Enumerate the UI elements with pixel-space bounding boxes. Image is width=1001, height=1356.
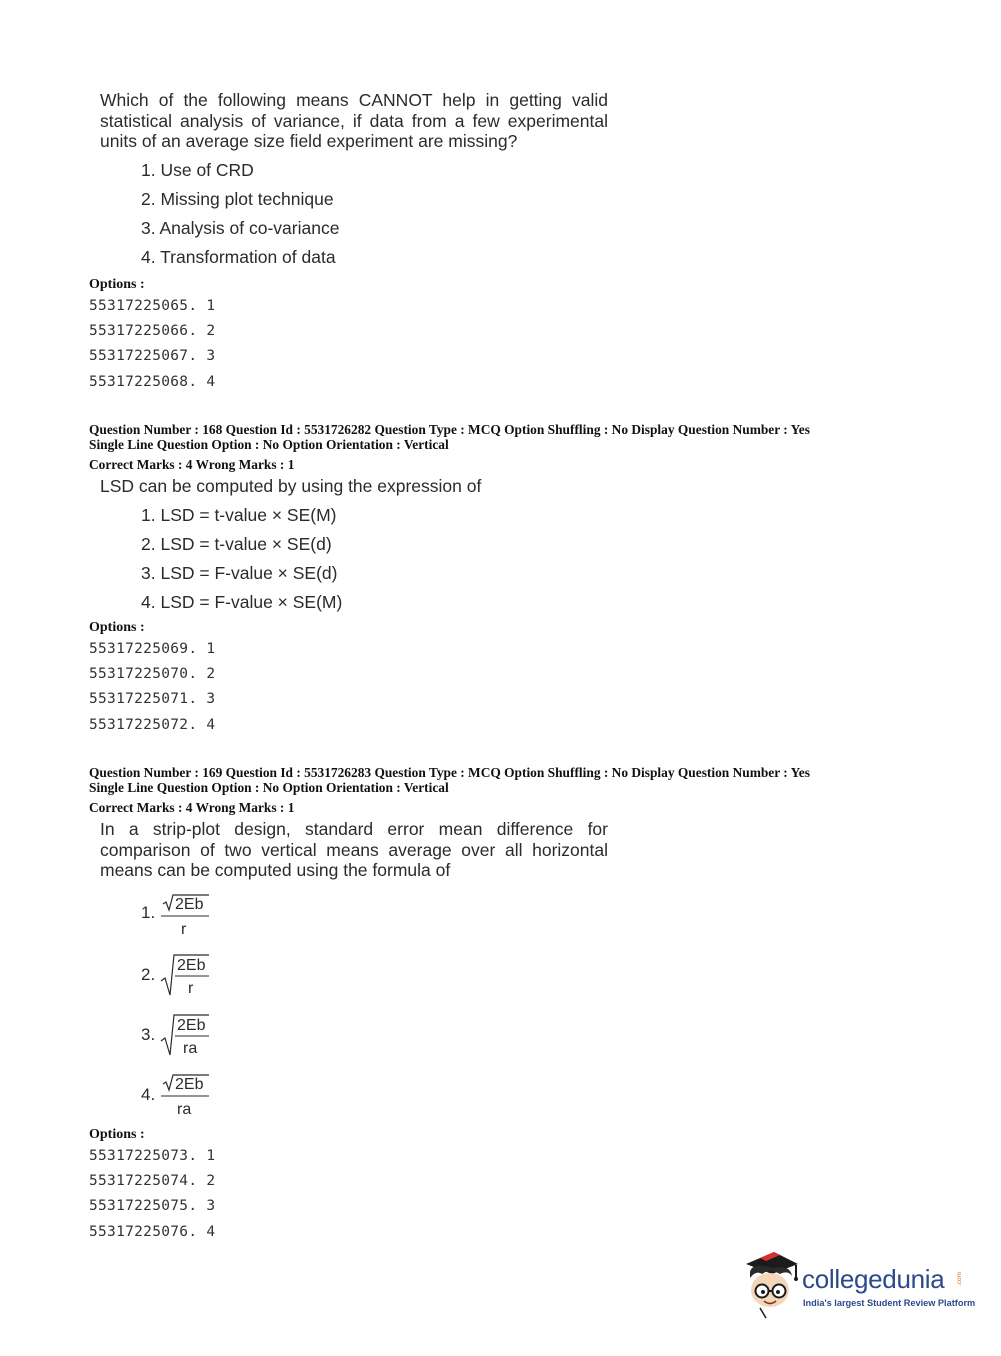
question-167-choice-4: 4. Transformation of data bbox=[141, 247, 336, 267]
question-168-choice-2: 2. LSD = t-value × SE(d) bbox=[141, 534, 332, 554]
formula-denominator: ra bbox=[183, 1040, 198, 1057]
formula-numerator: 2Eb bbox=[177, 1017, 206, 1034]
option-id-line: 55317225074. 2 bbox=[89, 1173, 216, 1189]
formula-denominator: r bbox=[188, 980, 194, 997]
option-id-line: 55317225073. 1 bbox=[89, 1148, 216, 1164]
option-id-line: 55317225065. 1 bbox=[89, 298, 216, 314]
question-168-choice-1: 1. LSD = t-value × SE(M) bbox=[141, 505, 337, 525]
option-id-line: 55317225066. 2 bbox=[89, 323, 216, 339]
formula-number: 2. bbox=[141, 965, 156, 984]
question-168-meta-line-1: Question Number : 168 Question Id : 5531726282 Question Type : MCQ Option Shuffling : No Display Question Number : Yes bbox=[89, 422, 810, 437]
formula-numerator: 2Eb bbox=[177, 957, 206, 974]
collegedunia-logo[interactable] bbox=[740, 1248, 976, 1320]
formula-3-graphic bbox=[161, 1015, 231, 1059]
options-label: Options : bbox=[89, 620, 145, 635]
mascot-icon bbox=[740, 1248, 802, 1320]
option-id-line: 55317225075. 3 bbox=[89, 1198, 216, 1214]
formula-number: 4. bbox=[141, 1085, 156, 1104]
question-168-choice-4: 4. LSD = F-value × SE(M) bbox=[141, 592, 343, 612]
option-id-line: 55317225067. 3 bbox=[89, 348, 216, 364]
formula-number: 1. bbox=[141, 903, 156, 922]
question-168-text: LSD can be computed by using the expression of bbox=[100, 476, 482, 496]
option-id-line: 55317225070. 2 bbox=[89, 666, 216, 682]
formula-4-graphic bbox=[161, 1075, 231, 1119]
options-label: Options : bbox=[89, 1127, 145, 1142]
question-168-choice-3: 3. LSD = F-value × SE(d) bbox=[141, 563, 338, 583]
question-169-text: In a strip-plot design, standard error mean difference for comparison of two vertical means average over all horizontal means can be computed using the formula of bbox=[100, 819, 608, 880]
options-label: Options : bbox=[89, 277, 145, 292]
logo-dotcom: .com bbox=[956, 1272, 963, 1287]
question-167-choice-3: 3. Analysis of co-variance bbox=[141, 218, 340, 238]
option-id-line: 55317225069. 1 bbox=[89, 641, 216, 657]
formula-numerator: 2Eb bbox=[175, 896, 204, 913]
option-id-line: 55317225068. 4 bbox=[89, 374, 216, 390]
option-id-line: 55317225072. 4 bbox=[89, 717, 216, 733]
question-169-meta-line-2: Single Line Question Option : No Option Orientation : Vertical bbox=[89, 780, 449, 795]
question-167-text: Which of the following means CANNOT help in getting valid statistical analysis of variance, if data from a few experimental units of an average size field experiment are missing? bbox=[100, 90, 608, 151]
question-169-marks: Correct Marks : 4 Wrong Marks : 1 bbox=[89, 800, 295, 815]
logo-tagline: India's largest Student Review Platform bbox=[803, 1298, 976, 1308]
question-167-choice-2: 2. Missing plot technique bbox=[141, 189, 334, 209]
formula-2-graphic bbox=[161, 955, 231, 999]
formula-numerator: 2Eb bbox=[175, 1076, 204, 1093]
formula-denominator: ra bbox=[177, 1101, 192, 1118]
question-168-meta-line-2: Single Line Question Option : No Option Orientation : Vertical bbox=[89, 437, 449, 452]
formula-1-graphic bbox=[161, 895, 231, 939]
question-167-choice-1: 1. Use of CRD bbox=[141, 160, 254, 180]
formula-denominator: r bbox=[181, 921, 187, 938]
formula-number: 3. bbox=[141, 1025, 156, 1044]
logo-wordmark: collegedunia bbox=[802, 1264, 945, 1294]
question-168-marks: Correct Marks : 4 Wrong Marks : 1 bbox=[89, 457, 295, 472]
option-id-line: 55317225076. 4 bbox=[89, 1224, 216, 1240]
question-169-meta-line-1: Question Number : 169 Question Id : 5531726283 Question Type : MCQ Option Shuffling : No Display Question Number : Yes bbox=[89, 765, 810, 780]
option-id-line: 55317225071. 3 bbox=[89, 691, 216, 707]
